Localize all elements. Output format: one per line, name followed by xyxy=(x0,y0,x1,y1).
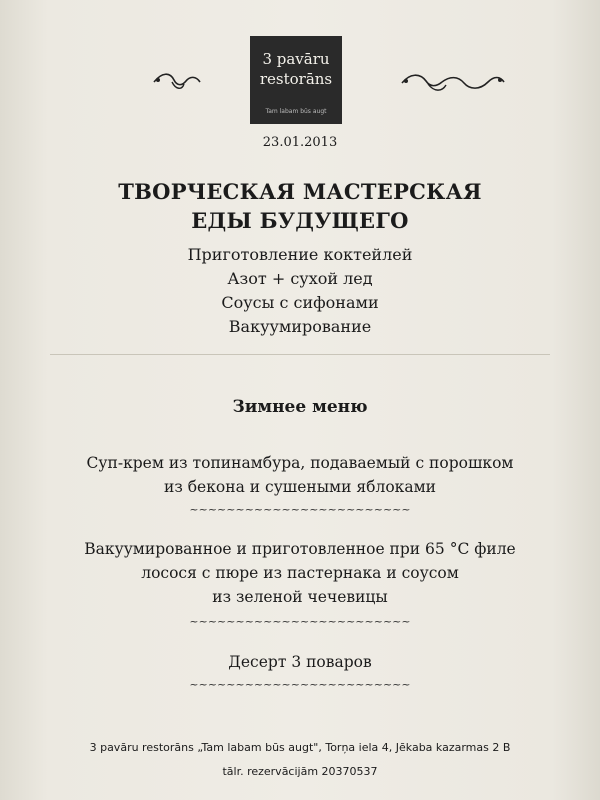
event-date: 23.01.2013 xyxy=(262,135,338,150)
separator-3: ~~~~~~~~~~~~~~~~~~~~~~~~ xyxy=(189,678,411,691)
separator-1: ~~~~~~~~~~~~~~~~~~~~~~~~ xyxy=(189,503,411,516)
flourish-left-icon xyxy=(152,70,202,94)
page-title xyxy=(0,177,600,235)
dish-3: Десерт 3 поваров xyxy=(228,653,372,671)
divider xyxy=(50,354,550,355)
title-line-1: ТВОРЧЕСКАЯ МАСТЕРСКАЯ xyxy=(118,179,482,204)
separator-2: ~~~~~~~~~~~~~~~~~~~~~~~~ xyxy=(189,615,411,628)
workshop-list xyxy=(0,243,600,339)
flourish-right-icon xyxy=(398,70,508,96)
footer-address: 3 pavāru restorāns „Tam labam būs augt", Torņa iela 4, Jēkaba kazarmas 2 B xyxy=(89,741,511,754)
restaurant-logo xyxy=(250,36,342,124)
footer-phone: tālr. rezervācijām 20370537 xyxy=(222,765,378,778)
logo-line-2: restorāns xyxy=(259,70,333,88)
workshop-item: Вакуумирование xyxy=(228,317,372,336)
menu-heading: Зимнее меню xyxy=(232,397,368,417)
dish-1-line-1: Суп-крем из топинамбура, подаваемый с порошком xyxy=(86,454,514,472)
title-line-2: ЕДЫ БУДУЩЕГО xyxy=(191,208,409,233)
dish-2-line-2: лосося с пюре из пастернака и соусом xyxy=(141,564,459,582)
dish-2 xyxy=(0,537,600,609)
logo-tagline: Tam labam būs augt xyxy=(265,108,327,115)
workshop-item: Приготовление коктейлей xyxy=(187,245,413,264)
dish-2-line-3: из зеленой чечевицы xyxy=(212,588,388,606)
logo-line-1: 3 pavāru xyxy=(262,50,330,68)
workshop-item: Соусы с сифонами xyxy=(221,293,379,312)
dish-1 xyxy=(0,451,600,499)
workshop-item: Азот + сухой лед xyxy=(227,269,373,288)
dish-1-line-2: из бекона и сушеными яблоками xyxy=(164,478,436,496)
dish-2-line-1: Вакуумированное и приготовленное при 65 °С филе xyxy=(84,540,516,558)
